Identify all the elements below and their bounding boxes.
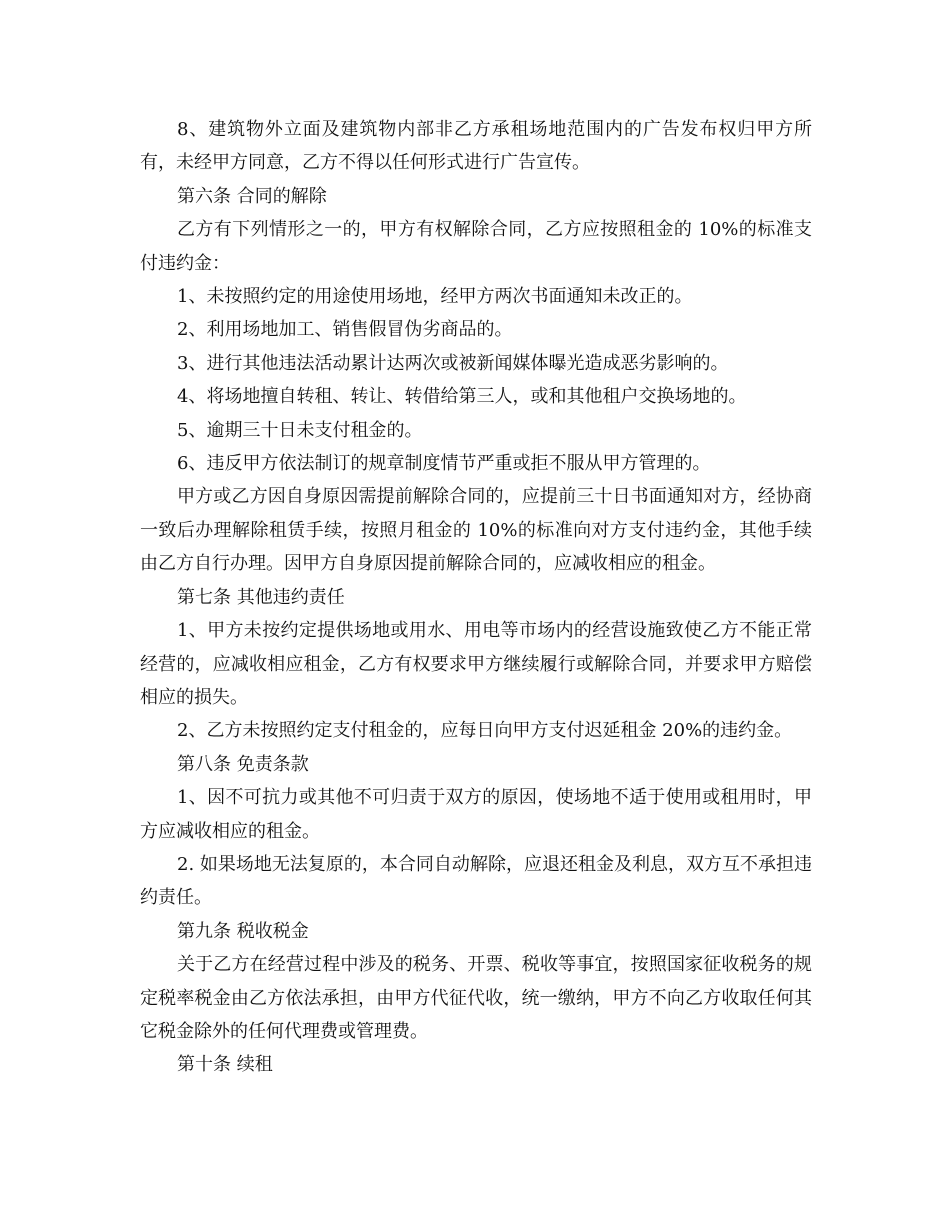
article-7-item-2: 2、乙方未按照约定支付租金的，应每日向甲方支付迟延租金 20%的违约金。 <box>177 720 793 742</box>
article-6-item-2: 2、利用场地加工、销售假冒伪劣商品的。 <box>177 319 513 341</box>
article-8-heading: 第八条 免责条款 <box>177 753 309 775</box>
document-body <box>140 113 812 1082</box>
article-6-intro: 乙方有下列情形之一的，甲方有权解除合同，乙方应按照租金的 10%的标准支付违约金： <box>140 219 812 274</box>
article-6-item-1: 1、未按照约定的用途使用场地，经甲方两次书面通知未改正的。 <box>177 286 693 308</box>
article-9-heading: 第九条 税收税金 <box>177 920 309 942</box>
article-6-heading: 第六条 合同的解除 <box>177 185 327 207</box>
article-6-item-6: 6、违反甲方依法制订的规章制度情节严重或拒不服从甲方管理的。 <box>177 453 711 475</box>
article-6-early-termination: 甲方或乙方因自身原因需提前解除合同的，应提前三十日书面通知对方，经协商一致后办理解除租赁手续，按照月租金的 10%的标准向对方支付违约金，其他手续由乙方自行办理。因甲方自身原因提前解除合同的，应减收相应的租金。 <box>140 486 812 575</box>
article-8-item-1: 1、因不可抗力或其他不可归责于双方的原因，使场地不适于使用或租用时，甲方应减收相应的租金。 <box>140 787 812 842</box>
article-8-item-2: 2. 如果场地无法复原的，本合同自动解除，应退还租金及利息，双方互不承担违约责任。 <box>140 853 812 909</box>
article-6-item-5: 5、逾期三十日未支付租金的。 <box>177 419 423 441</box>
article-7-item-1: 1、甲方未按约定提供场地或用水、用电等市场内的经营设施致使乙方不能正常经营的，应减收相应租金，乙方有权要求甲方继续履行或解除合同，并要求甲方赔偿相应的损失。 <box>140 620 812 708</box>
article-9-body: 关于乙方在经营过程中涉及的税务、开票、税收等事宜，按照国家征收税务的规定税率税金由乙方依法承担，由甲方代征代收，统一缴纳，甲方不向乙方收取任何其它税金除外的任何代理费或管理费。 <box>140 954 812 1042</box>
article-6-item-4: 4、将场地擅自转租、转让、转借给第三人，或和其他租户交换场地的。 <box>177 386 747 408</box>
article-7-heading: 第七条 其他违约责任 <box>177 586 345 608</box>
clause-8-advertising-rights: 8、建筑物外立面及建筑物内部非乙方承租场地范围内的广告发布权归甲方所有，未经甲方同意，乙方不得以任何形式进行广告宣传。 <box>140 119 812 174</box>
article-10-heading: 第十条 续租 <box>177 1054 273 1076</box>
article-6-item-3: 3、进行其他违法活动累计达两次或被新闻媒体曝光造成恶劣影响的。 <box>177 352 729 374</box>
